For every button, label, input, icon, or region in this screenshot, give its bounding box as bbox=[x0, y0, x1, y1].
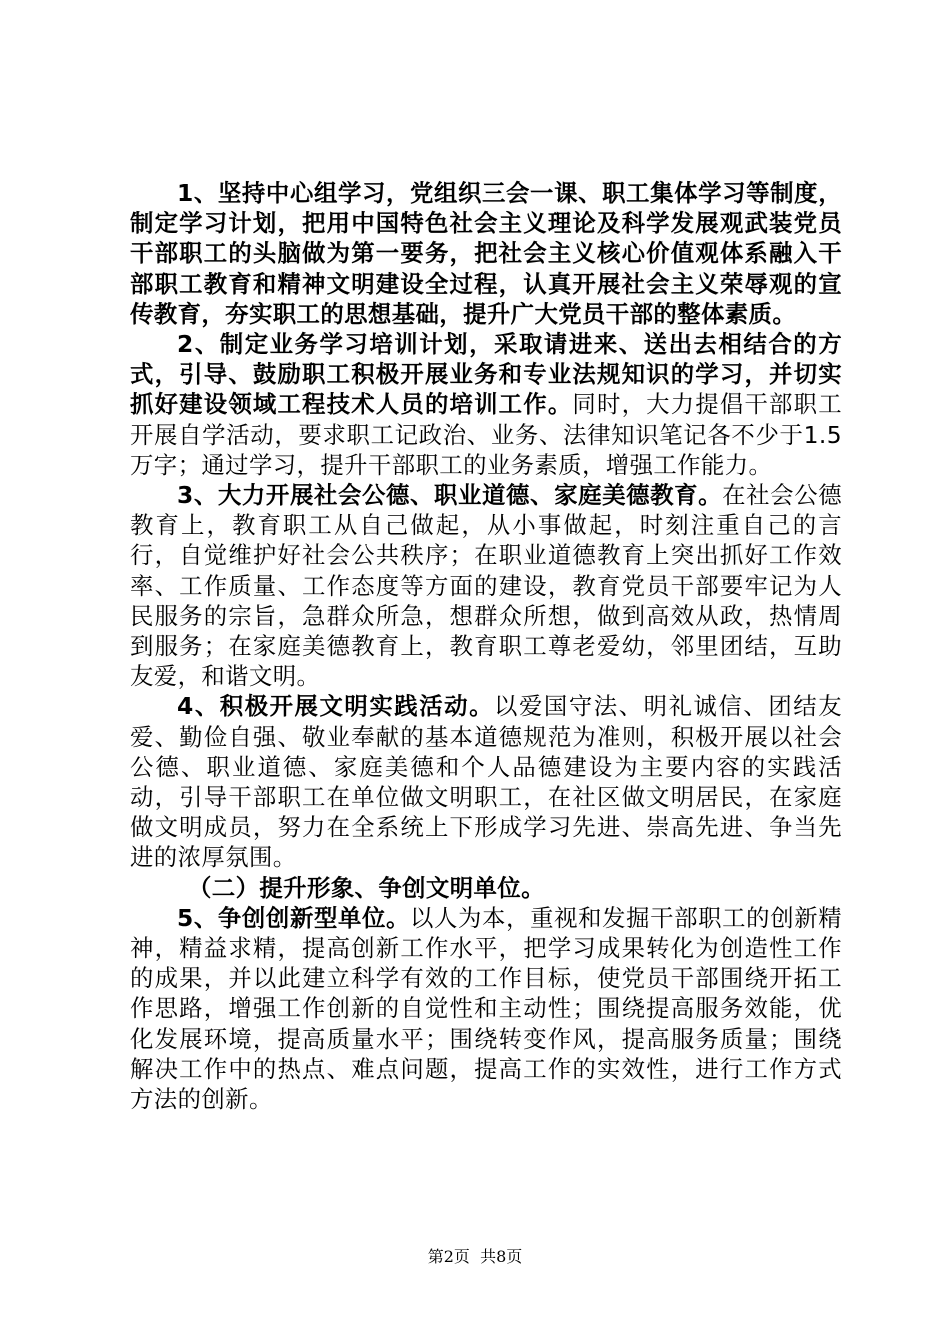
paragraph-3-lead: 3、大力开展社会公德、职业道德、家庭美德教育。 bbox=[177, 481, 723, 510]
paragraph-4-text: 以爱国守法、明礼诚信、团结友爱、勤俭自强、敬业奉献的基本道德规范为准则，积极开展以社会公德、职业道德、家庭美德和个人品德建设为主要内容的实践活动，引导干部职工在单位做文明职工，在社区做文明居民，在家庭做文明成员，努力在全系统上下形成学习先进、崇高先进、争当先进的浓厚氛围。 bbox=[130, 692, 842, 872]
paragraph-4-lead: 4、积极开展文明实践活动。 bbox=[177, 692, 495, 721]
page-total: 共8页 bbox=[480, 1247, 523, 1266]
paragraph-2-lead: 2、制定业务学习培训计划，采取请进来、送出去相结合的方式，引导、鼓励职工积极开展业务和专业法规知识的学习，并切实抓好建设领域工程技术人员的培训工作。 bbox=[130, 330, 842, 419]
paragraph-2-text: 同时，大力提倡干部职工开展自学活动，要求职工记政治、业务、法律知识笔记各不少于1.5万字；通过学习，提升干部职工的业务素质，增强工作能力。 bbox=[130, 390, 842, 479]
paragraph-3 bbox=[130, 480, 842, 691]
paragraph-5-lead: 5、争创创新型单位。 bbox=[177, 903, 411, 932]
paragraph-1 bbox=[130, 178, 842, 329]
section-heading: （二）提升形象、争创文明单位。 bbox=[188, 873, 545, 902]
paragraph-1-lead: 1、坚持中心组学习，党组织三会一课、职工集体学习等制度，制定学习计划，把用中国特色社会主义理论及科学发展观武装党员干部职工的头脑做为第一要务，把社会主义核心价值观体系融入干部职工教育和精神文明建设全过程，认真开展社会主义荣辱观的宣传教育，夯实职工的思想基础，提升广大党员干部的整体素质。 bbox=[130, 179, 842, 328]
paragraph-5 bbox=[130, 903, 842, 1114]
paragraph-5-text: 以人为本，重视和发掘干部职工的创新精神，精益求精，提高创新工作水平，把学习成果转化为创造性工作的成果，并以此建立科学有效的工作目标，使党员干部围绕开拓工作思路，增强工作创新的自觉性和主动性；围绕提高服务效能，优化发展环境，提高质量水平；围绕转变作风，提高服务质量；围绕解决工作中的热点、难点问题，提高工作的实效性，进行工作方式方法的创新。 bbox=[130, 903, 843, 1114]
paragraph-4 bbox=[130, 691, 842, 872]
document-body bbox=[130, 178, 842, 1114]
paragraph-2 bbox=[130, 329, 842, 480]
page-footer bbox=[0, 1244, 950, 1267]
paragraph-3-text: 在社会公德教育上，教育职工从自己做起，从小事做起，时刻注重自己的言行，自觉维护好社会公共秩序；在职业道德教育上突出抓好工作效率、工作质量、工作态度等方面的建设，教育党员干部要牢记为人民服务的宗旨，急群众所急，想群众所想，做到高效从政，热情周到服务；在家庭美德教育上，教育职工尊老爱幼，邻里团结，互助友爱，和谐文明。 bbox=[130, 481, 842, 691]
page-number: 第2页 bbox=[427, 1247, 470, 1266]
